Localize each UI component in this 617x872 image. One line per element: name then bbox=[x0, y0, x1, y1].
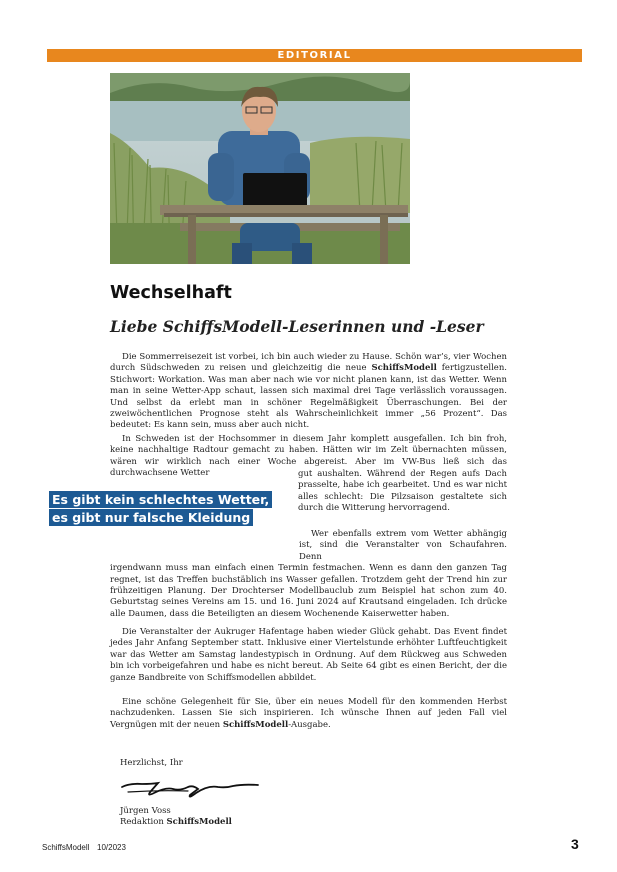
salutation: Liebe SchiffsModell-Leserinnen und -Leser bbox=[110, 317, 484, 336]
paragraph-2-start: In Schweden ist der Hochsommer in diesem Jahr komplett ausgefallen. Ich bin froh, keine nachhaltige Radtour gemacht zu haben. Hätten wir im Zelt übernachten müssen, wären wir wirklich nach einer Woche abgereist. Aber im VW-Bus ließ sich das durchwachsene Wetter bbox=[110, 434, 507, 479]
pull-quote-line-2: es gibt nur falsche Kleidung bbox=[49, 509, 253, 526]
brand-name: SchiffsModell bbox=[222, 719, 289, 730]
paragraph-5: Eine schöne Gelegenheit für Sie, über ein neues Modell für den kommenden Herbst nachzudenken. Lassen Sie sich inspirieren. Ich wünsche Ihnen auf jeden Fall viel Vergnügen mit der neuen SchiffsModell-Ausgabe. bbox=[110, 697, 507, 730]
paragraph-2-end: gut aushalten. Während der Regen aufs Dach prasselte, habe ich gearbeitet. Und es war nicht alles schlecht: Die Pilzsaison gestaltete sich durch die Witterung hervorragend. bbox=[298, 469, 507, 514]
headline: Wechselhaft bbox=[110, 283, 232, 303]
pull-quote-line-1: Es gibt kein schlechtes Wetter, bbox=[49, 491, 272, 508]
page-number: 3 bbox=[571, 836, 579, 852]
section-banner bbox=[47, 49, 582, 62]
author-role: Redaktion SchiffsModell bbox=[120, 817, 232, 827]
closing: Herzlichst, Ihr bbox=[120, 758, 183, 768]
paragraph-4: Die Veranstalter der Aukruger Hafentage haben wieder Glück gehabt. Das Event findet jedes Jahr Anfang September statt. Inklusive einer Viertelstunde erhöhter Luftfeuchtigkeit war das Wetter am Samstag landestypisch in Ordnung. Auf dem Rückweg aus Schweden bin ich vorbeigefahren und habe es nicht bereut. Ab Seite 64 gibt es einen Bericht, der die ganze Bandbreite von Schiffsmodellen abbildet. bbox=[110, 627, 507, 683]
brand-name: SchiffsModell bbox=[371, 363, 437, 374]
paragraph-1: Die Sommerreisezeit ist vorbei, ich bin auch wieder zu Hause. Schön war’s, vier Wochen durch Südschweden zu reisen und gleichzeitig die neue SchiffsModell fertigzustellen. Stichwort: Workation. Was man aber nach wie vor nicht planen kann, ist das Wetter. Wenn man in seine Wetter-App schaut, lassen sich maximal drei Tage verlässlich voraussagen. Und selbst da erlebt man in schöner Regelmäßigkeit Überraschungen. Bei der zweiwöchentlichen Prognose steht als Wahrscheinlichkeit immer „56 Prozent“. Das bedeutet: Es kann sein, muss aber auch nicht. bbox=[110, 352, 507, 431]
author-name: Jürgen Voss bbox=[120, 806, 171, 816]
signature bbox=[118, 775, 263, 801]
pull-quote bbox=[49, 491, 272, 527]
footer-magazine: SchiffsModell bbox=[42, 843, 90, 852]
section-label: EDITORIAL bbox=[277, 50, 352, 61]
footer-issue: 10/2023 bbox=[97, 843, 126, 852]
editor-photo bbox=[110, 73, 410, 264]
paragraph-3: Wer ebenfalls extrem vom Wetter abhängig ist, sind die Veranstalter von Schaufahren. Denn irgendwann muss man einfach einen Termin festmachen. Wenn es dann den ganzen Tag regnet, ist das Treffen buchstäblich ins Wasser gefallen. Trotzdem geht der Trend hin zur frühzeitigen Planung. Der Drochterser Modellbauclub zum Beispiel hat schon zum 40. Geburtstag seines Vereins am 15. und 16. Juni 2024 auf Krautsand eingeladen. Ich drücke alle Daumen, dass die Beteiligten an diesem Wochenende Kaiserwetter haben. bbox=[110, 529, 507, 619]
